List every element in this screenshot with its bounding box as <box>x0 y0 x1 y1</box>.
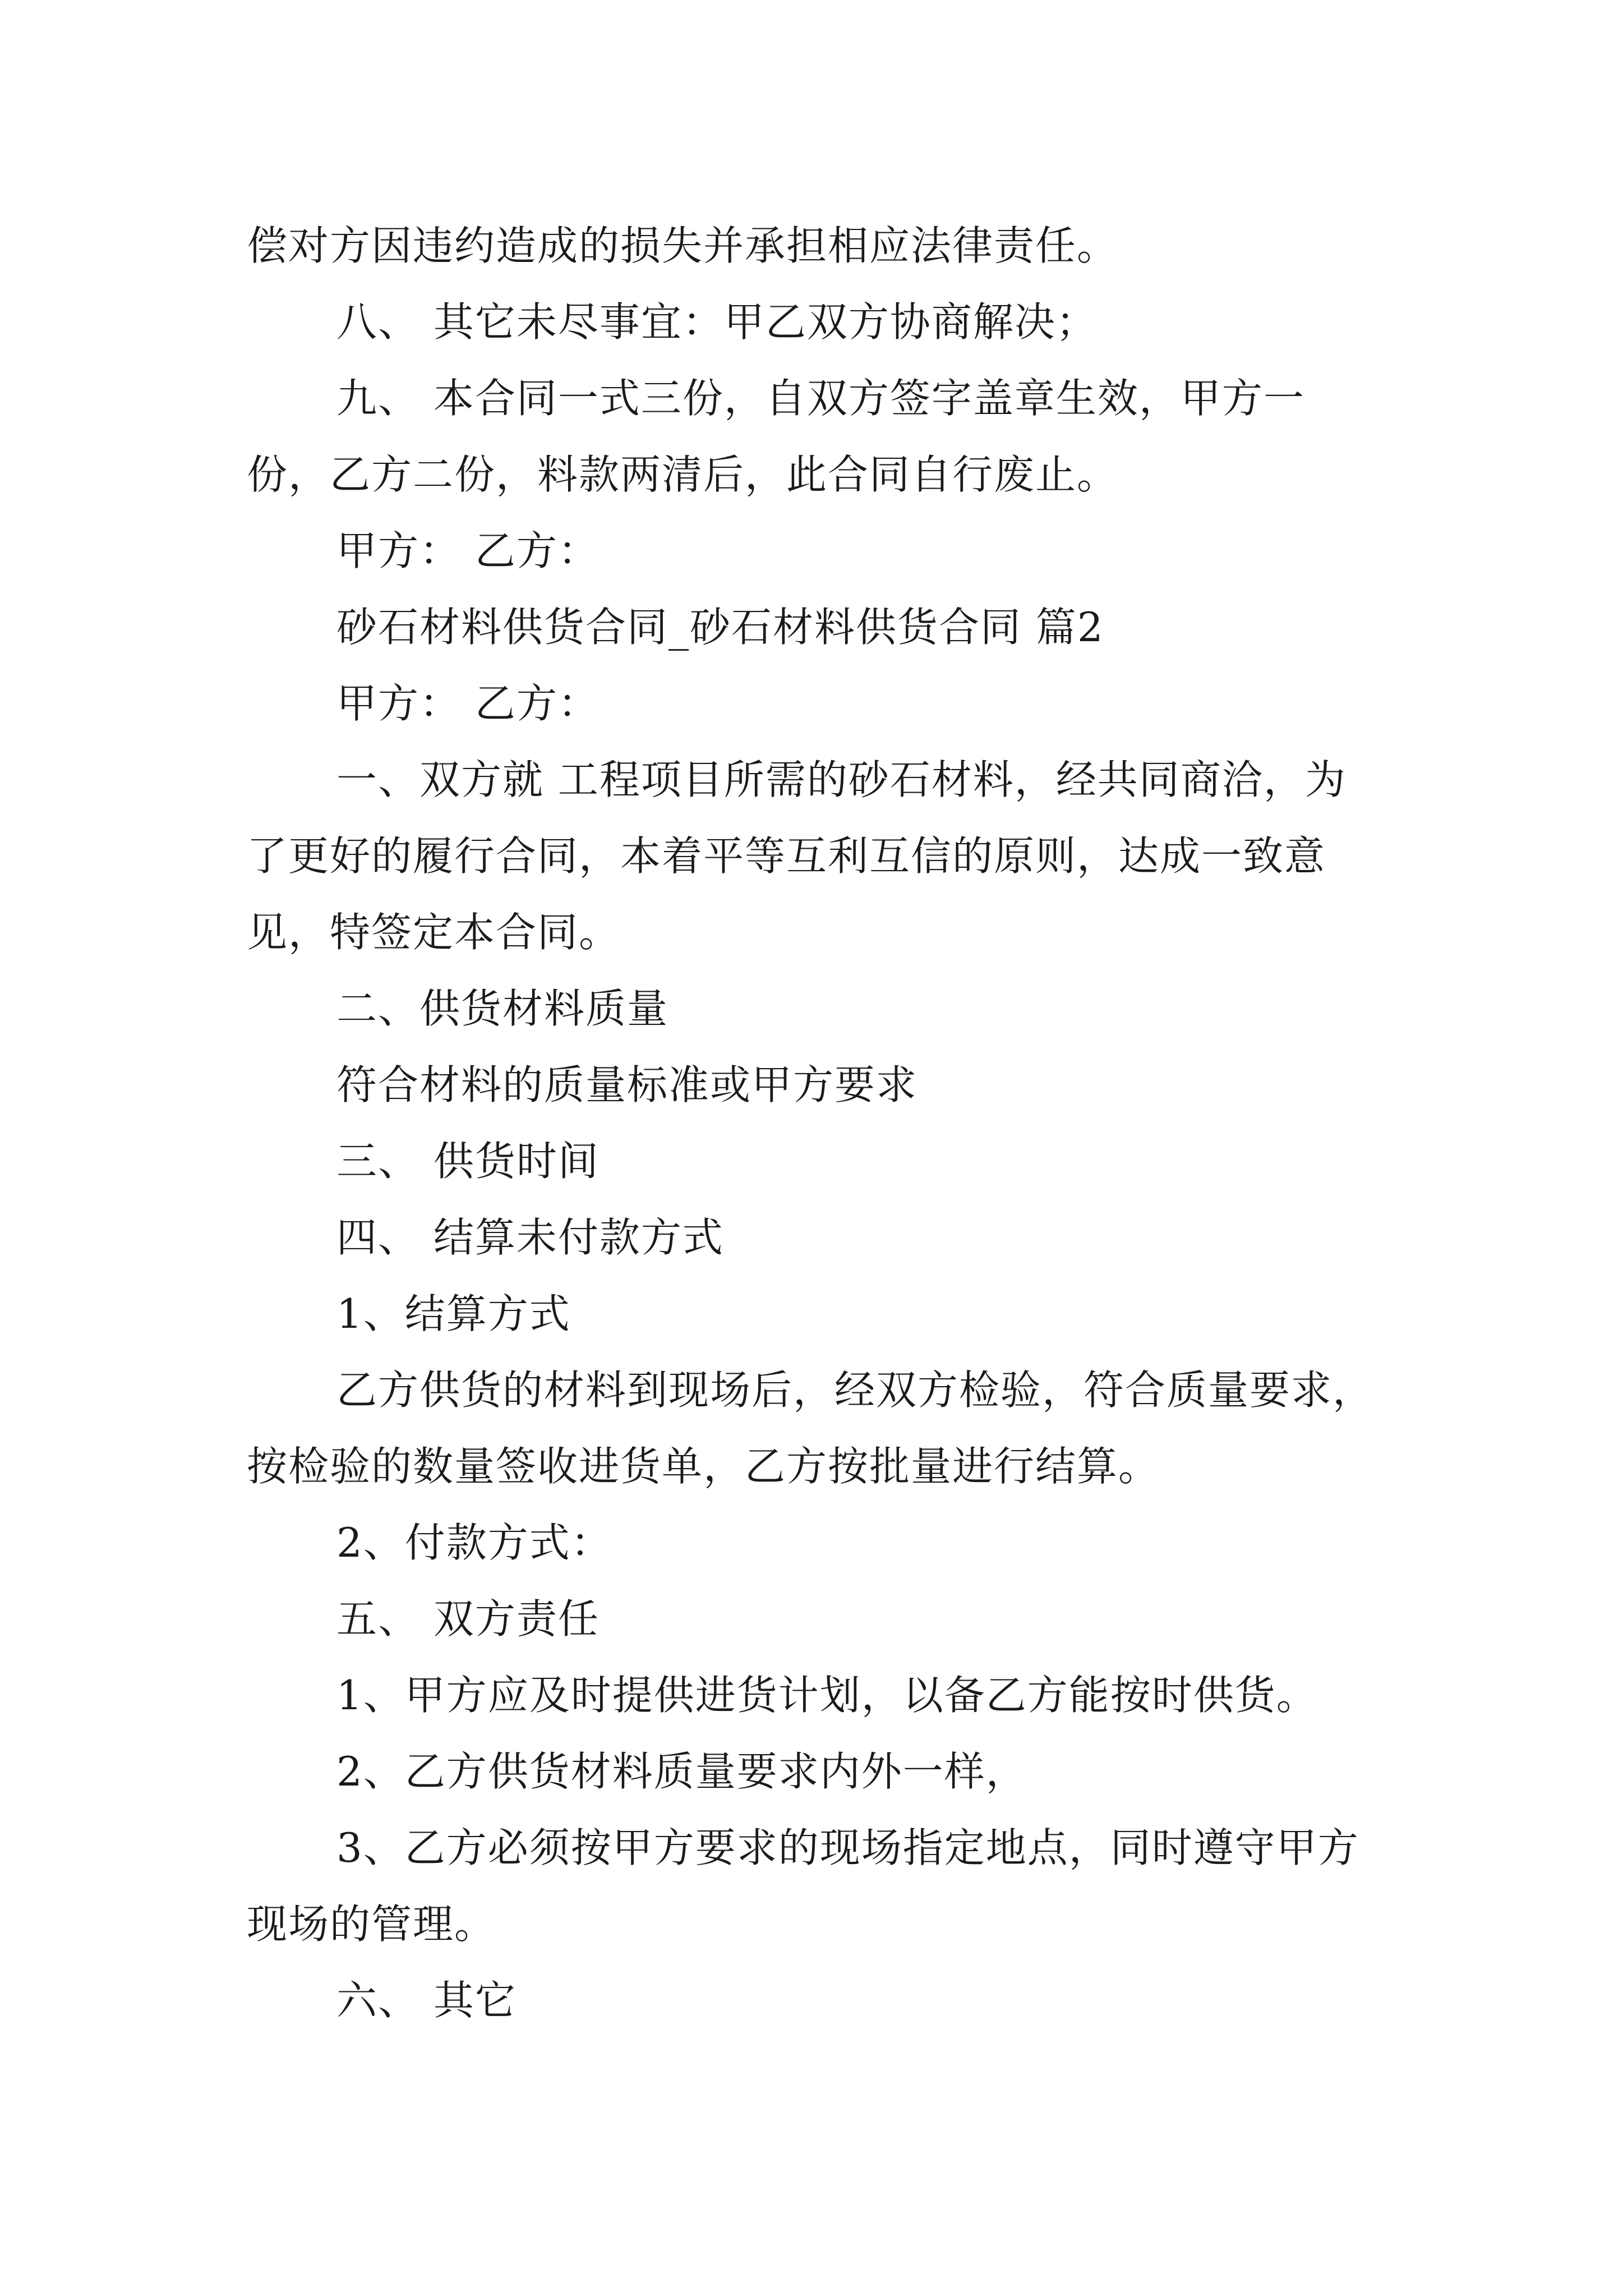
paragraph-contract-title-2: 砂石材料供货合同_砂石材料供货合同 篇2 <box>336 604 1104 651</box>
paragraph-clause-2-body: 符合材料的质量标准或甲方要求 <box>336 1061 918 1108</box>
paragraph-parties-signature-1: 甲方： 乙方： <box>336 527 600 574</box>
paragraph-clause-5-1: 1、甲方应及时提供进货计划，以备乙方能按时供货。 <box>336 1672 1318 1719</box>
paragraph-clause-9: 九、 本合同一式三份，自双方签字盖章生效，甲方一份，乙方二份，料款两清后，此合同自行废止。 <box>247 375 1305 498</box>
paragraph-clause-5-3: 3、乙方必须按甲方要求的现场指定地点，同时遵守甲方现场的管理。 <box>247 1824 1359 1948</box>
paragraph-clause-1: 一、双方就 工程项目所需的砂石材料，经共同商洽，为了更好的履行合同，本着平等互利互信的原则，达成一致意见，特签定本合同。 <box>247 756 1347 956</box>
paragraph-clause-4-1-heading: 1、结算方式 <box>336 1290 571 1337</box>
paragraph-clause-5-heading: 五、 双方责任 <box>336 1595 600 1642</box>
paragraph-clause-4-heading: 四、 结算未付款方式 <box>336 1214 724 1261</box>
paragraph-clause-2-heading: 二、供货材料质量 <box>336 985 669 1032</box>
paragraph-clause-4-1-body: 乙方供货的材料到现场后，经双方检验，符合质量要求，按检验的数量签收进货单，乙方按批量进行结算。 <box>247 1366 1375 1490</box>
document-body <box>247 208 1385 2039</box>
paragraph-clause-5-2: 2、乙方供货材料质量要求内外一样， <box>336 1748 1027 1795</box>
paragraph-clause-6-heading: 六、 其它 <box>336 1977 517 2024</box>
paragraph-clause-8: 八、 其它未尽事宜：甲乙双方协商解决； <box>336 298 1098 346</box>
paragraph-clause-3-heading: 三、 供货时间 <box>336 1138 600 1185</box>
paragraph-liability-continuation: 偿对方因违约造成的损失并承担相应法律责任。 <box>247 222 1119 269</box>
paragraph-clause-4-2-heading: 2、付款方式： <box>336 1519 612 1566</box>
paragraph-parties-2: 甲方： 乙方： <box>336 680 600 727</box>
